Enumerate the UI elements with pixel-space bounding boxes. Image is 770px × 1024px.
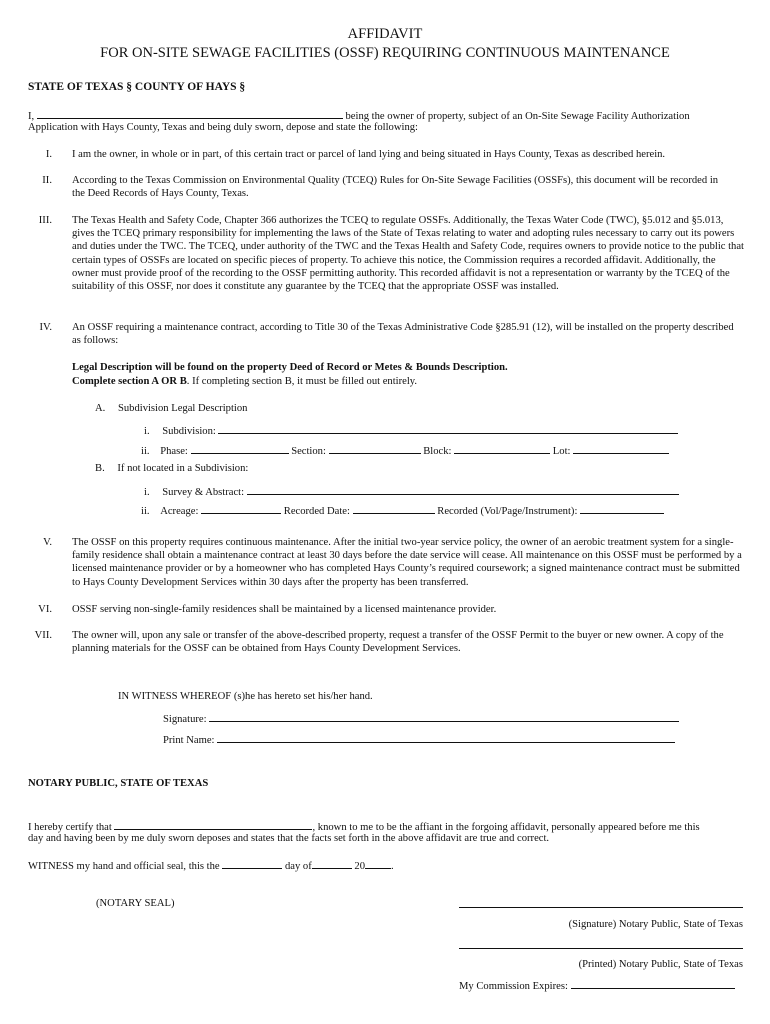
survey-roman: i. (144, 487, 150, 498)
witness-statement: IN WITNESS WHEREOF (s)he has hereto set his/her hand. (118, 691, 373, 702)
section-field[interactable] (329, 442, 421, 454)
notary-seal-label: (NOTARY SEAL) (96, 898, 175, 909)
intro-line-2: Application with Hays County, Texas and being duly sworn, depose and state the following: (28, 122, 418, 133)
witness-year-field[interactable] (365, 857, 391, 869)
notary-witness-prefix: WITNESS my hand and official seal, this the (28, 861, 220, 872)
section-number-v: V. (43, 537, 52, 548)
section-text-vii: The owner will, upon any sale or transfer of the above-described property, request a transfer of the OSSF Permit to the buyer or new owner. A copy of the planning materials for the OSSF can be obtained from Hays County Development Services. (72, 630, 724, 655)
lot-field[interactable] (573, 442, 669, 454)
legal-section-choice: Complete section A OR B (72, 376, 187, 387)
survey-row (144, 483, 679, 499)
notary-certify-line-2: day and having been by me duly sworn deposes and states that the facts set forth in the above affidavit are true and correct. (28, 833, 550, 844)
notary-printed-caption: (Printed) Notary Public, State of Texas (578, 959, 743, 970)
recorded-vol-label: Recorded (Vol/Page/Instrument): (437, 506, 578, 517)
commission-expires-field[interactable] (571, 977, 735, 989)
intro-line1-rest: being the owner of property, subject of an On-Site Sewage Facility Authorization (345, 111, 690, 122)
section-text-iii: The Texas Health and Safety Code, Chapter 366 authorizes the TCEQ to regulate OSSFs. Additionally, the Texas Water Code (TWC), §5.012 and §5.013, gives the TCEQ primary responsibility for implementing the laws of the State of Texas relating to water and adopting rules necessary to carry out its powers and duties under the TWC. The TCEQ, under authority of the TWC and the Texas Health and Safety Code, requires owners to provide notice to the public that certain types of OSSFs are located on specific pieces of property. To achieve this notice, the Commission requires a recorded affidavit. Additionally, the owner must provide proof of the recording to the OSSF permitting authority. This recorded affidavit is not a representation or warranty by the TCEQ of the suitability of this OSSF, nor does it constitute any guarantee by the TCEQ that the appropriate OSSF was installed. (72, 215, 744, 293)
acreage-row (141, 502, 664, 518)
signature-field[interactable] (209, 710, 679, 722)
section-label: Section: (291, 446, 326, 457)
signature-label: Signature: (163, 714, 207, 725)
section-a-title: Subdivision Legal Description (117, 403, 248, 414)
notary-certify-rest: , known to me to be the affiant in the forgoing affidavit, personally appeared before me this (312, 822, 700, 833)
lot-label: Lot: (552, 446, 571, 457)
section-a-heading (95, 402, 247, 415)
block-field[interactable] (454, 442, 550, 454)
survey-abstract-field[interactable] (247, 483, 679, 495)
notary-heading: NOTARY PUBLIC, STATE OF TEXAS (28, 778, 209, 789)
section-number-iv: IV. (39, 322, 52, 333)
legal-section-instruction (72, 375, 417, 388)
affiant-name-field[interactable] (114, 818, 312, 830)
recorded-date-field[interactable] (353, 502, 435, 514)
intro-prefix: I, (28, 111, 35, 122)
section-number-vii: VII. (34, 630, 52, 641)
notary-signature-caption: (Signature) Notary Public, State of Texas (568, 919, 743, 930)
section-number-ii: II. (42, 175, 52, 186)
print-name-label: Print Name: (163, 735, 215, 746)
section-b-title: If not located in a Subdivision: (117, 463, 249, 474)
print-name-field[interactable] (217, 731, 675, 743)
subdivision-field[interactable] (218, 422, 678, 434)
notary-witness-day-of: day of (284, 861, 312, 872)
acreage-label: Acreage: (160, 506, 199, 517)
state-county-heading: STATE OF TEXAS § COUNTY OF HAYS § (28, 81, 246, 93)
acreage-field[interactable] (201, 502, 281, 514)
commission-label: My Commission Expires: (459, 981, 568, 992)
section-a-letter: A. (95, 403, 106, 414)
section-text-v: The OSSF on this property requires continuous maintenance. After the initial two-year service policy, the owner of an aerobic treatment system for a single-family residence shall obtain a maintenance contract at least 30 days before the date service will cease. All maintenance on this OSSF must be performed by a licensed maintenance provider or by a homeowner who has completed Hays County’s required coursework; a signed maintenance contract must be submitted to Hays County Development Services within 30 days after the property has been transferred. (72, 537, 742, 588)
block-label: Block: (423, 446, 452, 457)
notary-witness-row: WITNESS my hand and official seal, this the day of 20 . (28, 857, 394, 873)
witness-day-field[interactable] (222, 857, 282, 869)
print-name-row (163, 731, 675, 747)
section-text-vi: OSSF serving non-single-family residences shall be maintained by a licensed maintenance provider. (72, 604, 497, 615)
subdivision-label: Subdivision: (162, 426, 216, 437)
section-number-vi: VI. (38, 604, 52, 615)
phase-row (141, 442, 669, 458)
section-text-i: I am the owner, in whole or in part, of this certain tract or parcel of land lying and being situated in Hays County, Texas as described herein. (72, 149, 666, 160)
section-number-iii: III. (38, 215, 52, 226)
commission-row (459, 977, 735, 993)
notary-printed-name-line[interactable] (459, 948, 743, 949)
section-number-i: I. (45, 149, 52, 160)
subdivision-row (144, 422, 678, 438)
document-subtitle: FOR ON-SITE SEWAGE FACILITIES (OSSF) REQUIRING CONTINUOUS MAINTENANCE (100, 45, 670, 61)
owner-name-field[interactable] (37, 107, 343, 119)
phase-field[interactable] (191, 442, 289, 454)
section-text-ii: According to the Texas Commission on Environmental Quality (TCEQ) Rules for On-Site Sewage Facilities (OSSFs), this document will be recorded in the Deed Records of Hays County, Texas. (72, 175, 719, 200)
witness-month-field[interactable] (312, 857, 352, 869)
subdivision-roman: i. (144, 426, 150, 437)
notary-witness-year: 20 (354, 861, 365, 872)
phase-roman: ii. (141, 446, 150, 457)
acreage-roman: ii. (141, 506, 150, 517)
legal-description-note: Legal Description will be found on the property Deed of Record or Metes & Bounds Description. (72, 362, 508, 373)
section-b-heading (95, 462, 248, 475)
section-b-letter: B. (95, 463, 105, 474)
phase-label: Phase: (160, 446, 188, 457)
document-title: AFFIDAVIT (347, 26, 423, 42)
recorded-date-label: Recorded Date: (283, 506, 350, 517)
legal-section-rest: . If completing section B, it must be filled out entirely. (186, 376, 418, 387)
signature-row (163, 710, 679, 726)
notary-signature-line[interactable] (459, 907, 743, 908)
section-text-iv: An OSSF requiring a maintenance contract, according to Title 30 of the Texas Administrative Code §285.91 (12), will be installed on the property described as follows: (72, 322, 734, 347)
notary-certify-prefix: I hereby certify that (28, 822, 112, 833)
survey-label: Survey & Abstract: (162, 487, 245, 498)
recorded-vol-field[interactable] (580, 502, 664, 514)
